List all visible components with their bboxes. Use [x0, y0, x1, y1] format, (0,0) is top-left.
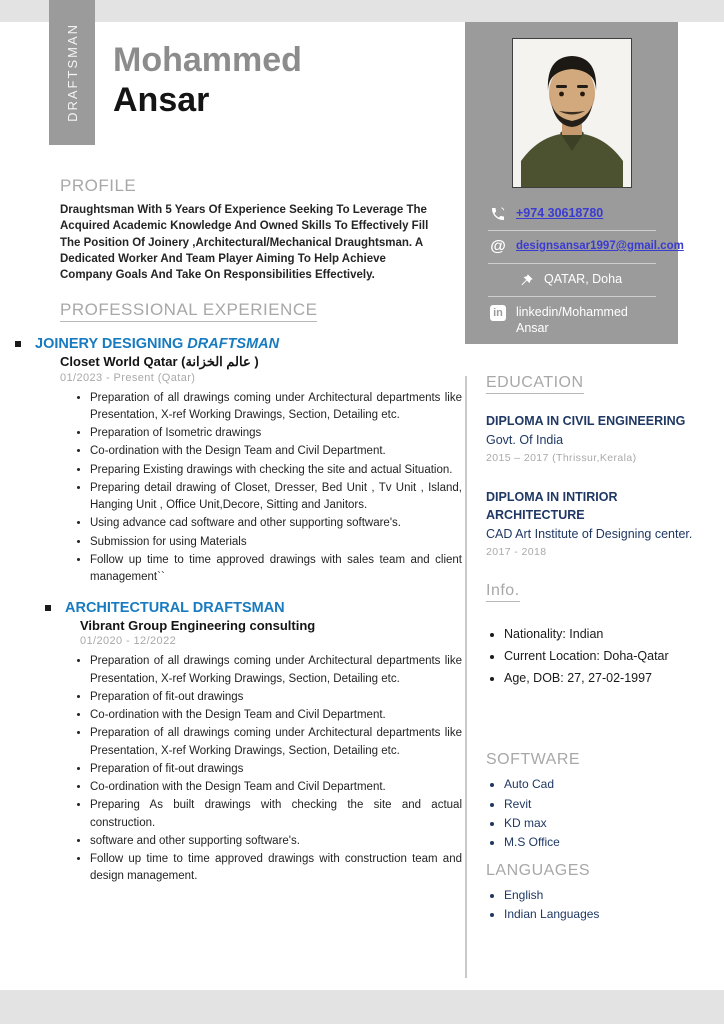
language-item: • English	[504, 886, 706, 905]
job-bullet: • Submission for using Materials	[90, 534, 462, 551]
languages-section	[486, 862, 706, 924]
contact-panel	[465, 22, 684, 344]
job-bullet: • Follow up time to time approved drawings with construction team and design management.	[90, 851, 462, 886]
company-name: Vibrant Group Engineering consulting	[80, 618, 316, 634]
side-column	[486, 374, 706, 925]
job-bullet: • Preparation of fit-out drawings	[90, 761, 462, 778]
profile-text: Draughtsman With 5 Years Of Experience Seeking To Leverage The Acquired Academic Knowledge And Owned Skills To Effectively Fill The Position Of Joinery ,Architectural/Mechanical Draughtsman. A Dedicated Worker And Team Player Aiming To Help Achieve Company Goals And Take On Responsibilities Effectively.	[60, 204, 429, 282]
job-title-text: JOINERY DESIGNING	[35, 335, 184, 352]
square-bullet-icon	[15, 341, 21, 347]
job-bullet: • Preparation of all drawings coming under Architectural departments like Presentation, X-ref Working Drawings, Section, Detailing etc.	[90, 725, 462, 760]
education-school: Govt. Of India	[486, 432, 564, 447]
linkedin-row	[465, 297, 678, 343]
vertical-title-box	[49, 0, 95, 145]
job-title	[65, 600, 285, 616]
job-dates: 01/2023 - Present (Qatar)	[60, 371, 196, 384]
info-item: • Nationality: Indian	[504, 624, 706, 646]
column-divider	[465, 376, 467, 978]
profile-photo-illustration	[513, 39, 631, 187]
location-pin-icon	[517, 271, 535, 289]
job-bullet: • Preparation of fit-out drawings	[90, 689, 462, 706]
experience-heading: PROFESSIONAL EXPERIENCE	[60, 300, 317, 322]
job-bullet: • Preparing detail drawing of Closet, Dresser, Bed Unit , Tv Unit , Island, Hanging Unit , Office Unit,Decore, Sitting and Janitors.	[90, 480, 462, 515]
job-bullet: • Co-ordination with the Design Team and Civil Department.	[90, 707, 462, 724]
education-entry	[486, 412, 706, 464]
education-title: DIPLOMA IN CIVIL ENGINEERING	[486, 414, 686, 428]
square-bullet-icon	[45, 605, 51, 611]
job-bullet: • Co-ordination with the Design Team and Civil Department.	[90, 443, 462, 460]
job-bullet-list	[60, 390, 462, 587]
education-dates: 2015 – 2017 (Thrissur,Kerala)	[486, 451, 637, 464]
email-link[interactable]: designsansar1997@gmail.com	[516, 240, 684, 252]
software-list	[486, 775, 706, 852]
phone-icon	[489, 205, 507, 223]
languages-list	[486, 886, 706, 924]
top-gray-strip	[0, 0, 724, 22]
software-heading: SOFTWARE	[486, 751, 581, 769]
job-bullet: • Preparation of all drawings coming under Architectural departments like Presentation, X-ref Working Drawings, Section, Detailing etc.	[90, 653, 462, 688]
name-block	[113, 40, 302, 120]
linkedin-text: linkedin/Mohammed Ansar	[516, 305, 628, 335]
software-section	[486, 751, 706, 852]
info-heading: Info.	[486, 582, 520, 602]
job-bullet: • Preparing Existing drawings with checking the site and actual Situation.	[90, 462, 462, 479]
job-dates: 01/2020 - 12/2022	[80, 635, 177, 648]
software-item: • Auto Cad	[504, 775, 706, 794]
info-section	[486, 582, 706, 690]
last-name: Ansar	[113, 81, 210, 119]
job-title-emphasis: DRAFTSMAN	[187, 335, 280, 352]
job-entry	[35, 335, 462, 587]
education-dates: 2017 - 2018	[486, 545, 547, 558]
linkedin-icon: in	[489, 304, 507, 322]
language-item: • Indian Languages	[504, 905, 706, 924]
email-row	[465, 231, 684, 263]
job-bullet: • Preparation of all drawings coming under Architectural departments like Presentation, X-ref Working Drawings, Section, Detailing etc.	[90, 390, 462, 425]
job-entry	[60, 600, 462, 885]
job-title	[35, 336, 279, 352]
first-name: Mohammed	[113, 41, 302, 79]
job-bullet: • software and other supporting software's.	[90, 833, 462, 850]
location-row	[465, 264, 678, 296]
info-item: • Age, DOB: 27, 27-02-1997	[504, 668, 706, 690]
phone-link[interactable]: +974 30618780	[516, 206, 604, 220]
job-bullet: • Preparation of Isometric drawings	[90, 425, 462, 442]
education-title: DIPLOMA IN INTIRIOR ARCHITECTURE	[486, 489, 618, 523]
location-text: QATAR, Doha	[544, 272, 623, 286]
info-item: • Current Location: Doha-Qatar	[504, 646, 706, 668]
info-list	[486, 624, 706, 690]
software-item: • Revit	[504, 795, 706, 814]
job-bullet: • Using advance cad software and other supporting software's.	[90, 515, 462, 532]
education-entry	[486, 488, 706, 558]
profile-photo	[512, 38, 632, 188]
job-bullet: • Co-ordination with the Design Team and Civil Department.	[90, 779, 462, 796]
vertical-title-label: DRAFTSMAN	[64, 23, 80, 122]
job-bullet: • Preparing As built drawings with checking the site and actual construction.	[90, 797, 462, 832]
education-heading: EDUCATION	[486, 374, 584, 394]
main-column	[35, 176, 462, 887]
software-item: • KD max	[504, 814, 706, 833]
at-icon: @	[490, 238, 506, 255]
bottom-gray-strip	[0, 990, 724, 1024]
phone-row	[465, 198, 678, 230]
job-bullet-list	[60, 653, 462, 885]
software-item: • M.S Office	[504, 833, 706, 852]
company-name: Closet World Qatar (عالم الخزانة )	[60, 353, 259, 369]
languages-heading: LANGUAGES	[486, 862, 591, 880]
job-bullet: • Follow up time to time approved drawings with sales team and client management``	[90, 552, 462, 587]
profile-heading: PROFILE	[60, 176, 137, 195]
job-title-text: ARCHITECTURAL DRAFTSMAN	[65, 600, 285, 617]
education-school: CAD Art Institute of Designing center.	[486, 527, 693, 541]
